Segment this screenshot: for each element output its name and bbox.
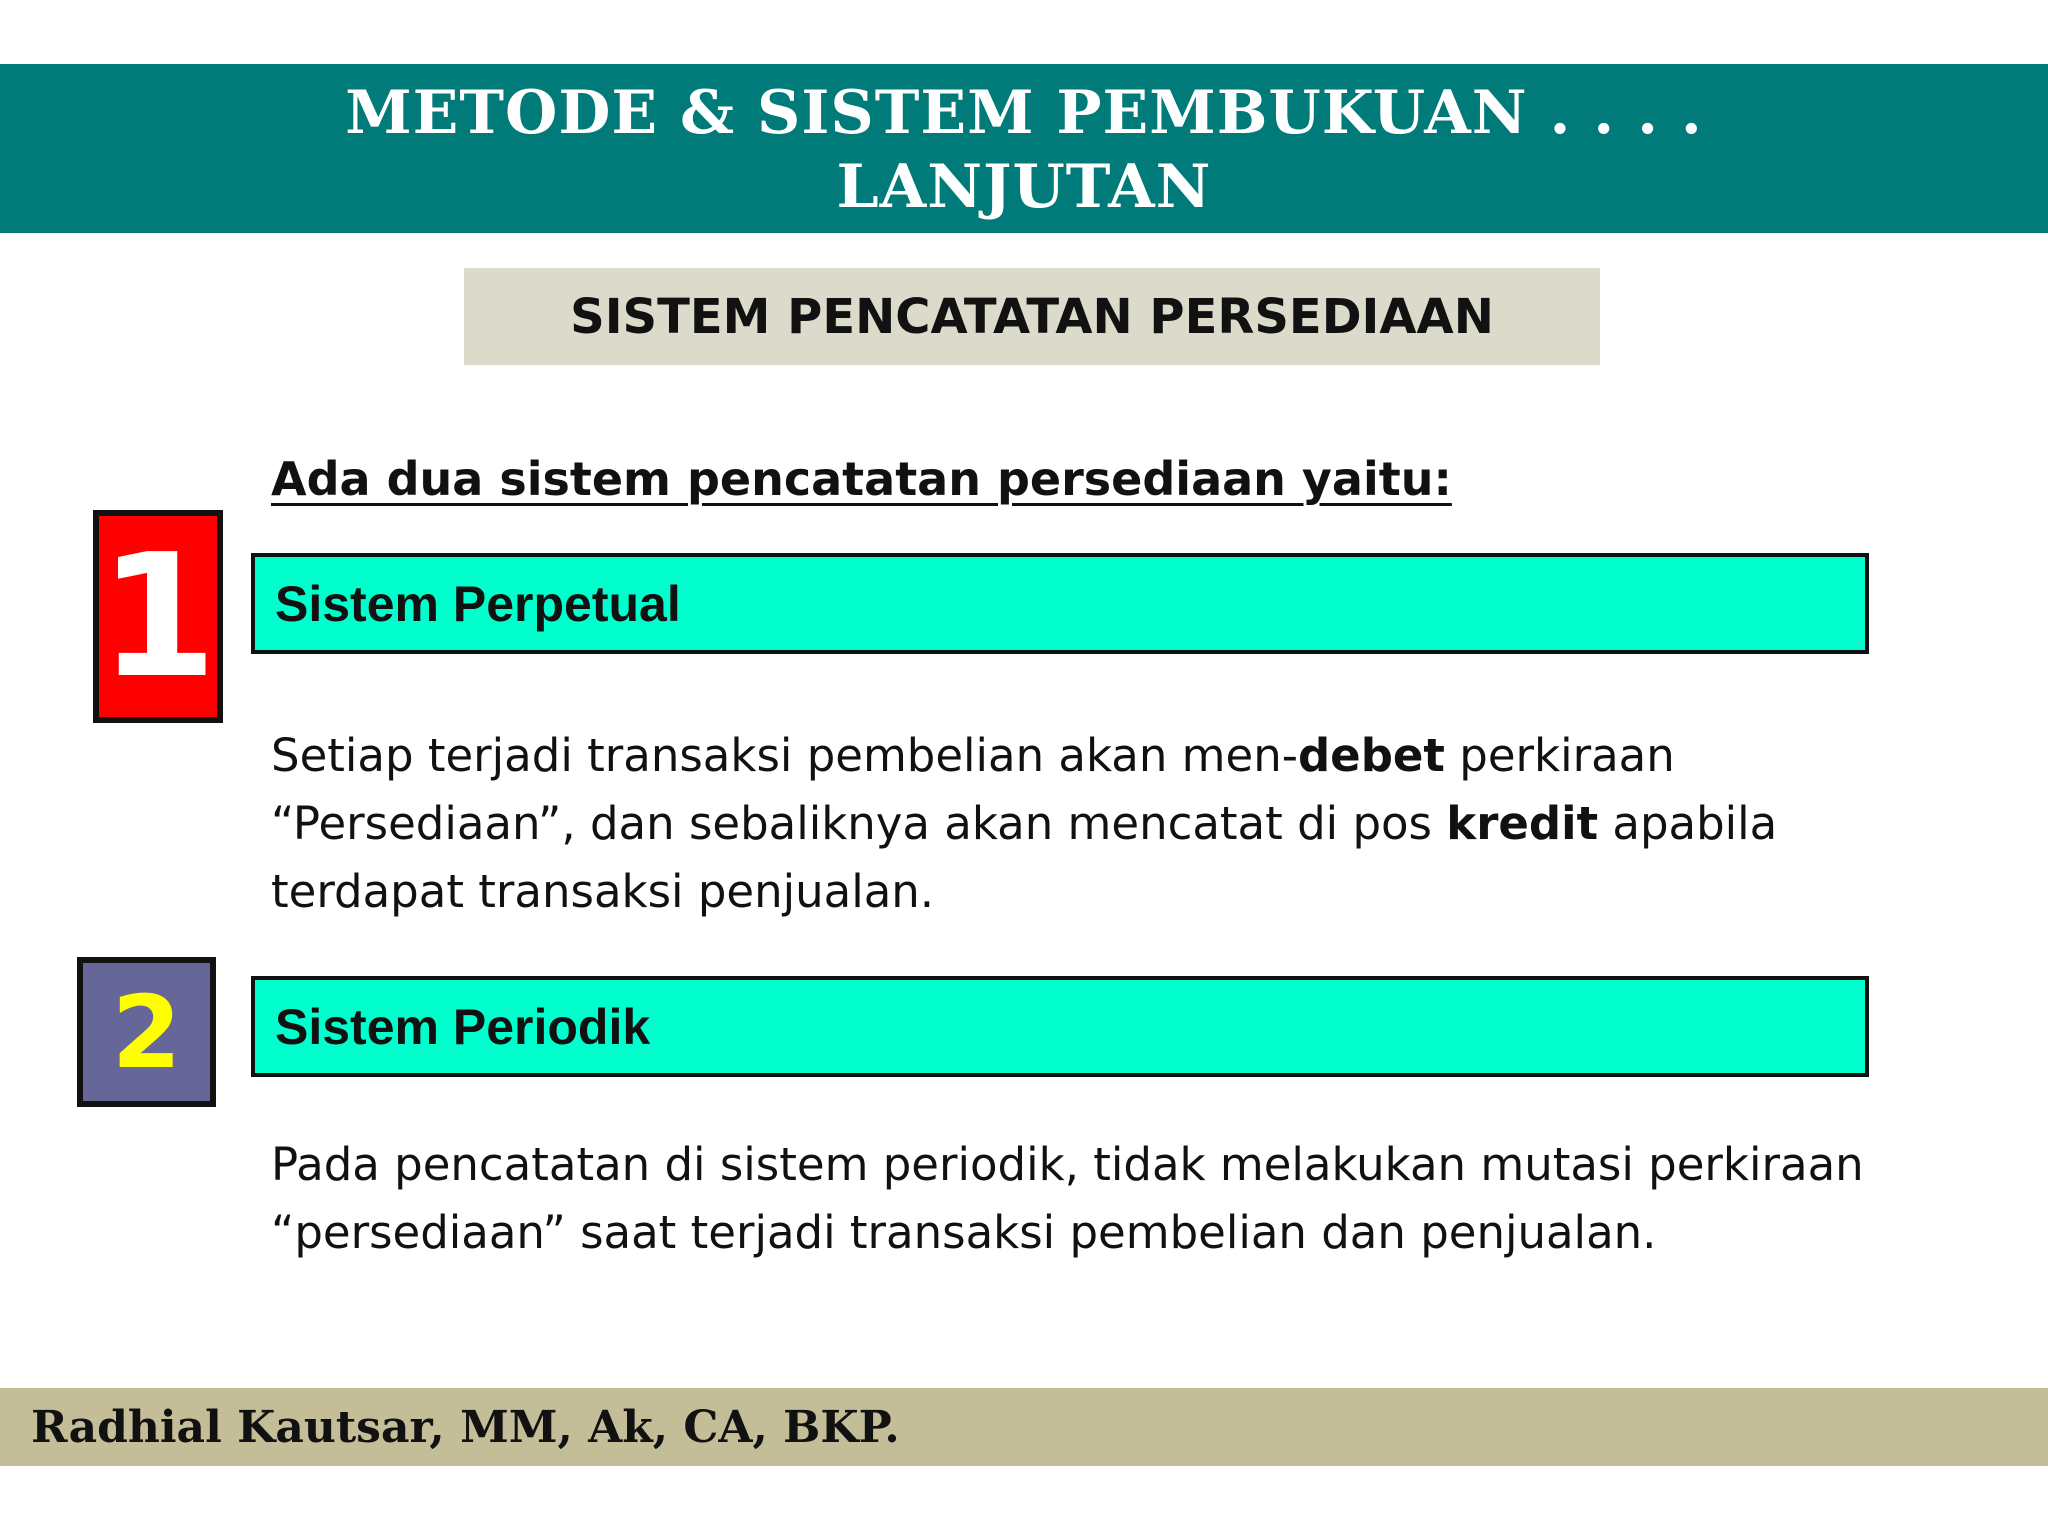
item-bar-perpetual bbox=[251, 553, 1869, 654]
number-badge-1: 1 bbox=[93, 510, 223, 723]
description-line: Setiap terjadi transaksi pembelian akan men-debet perkiraan bbox=[271, 729, 1675, 782]
number-badge-2: 2 bbox=[77, 957, 216, 1107]
header-bar bbox=[0, 64, 2048, 233]
description-line: Pada pencatatan di sistem periodik, tidak melakukan mutasi perkiraan bbox=[271, 1138, 1864, 1191]
subtitle-text: SISTEM PENCATATAN PERSEDIAAN bbox=[570, 288, 1494, 345]
description-line: terdapat transaksi penjualan. bbox=[271, 865, 935, 918]
item-description-perpetual bbox=[271, 722, 1777, 926]
item-title-perpetual: Sistem Perpetual bbox=[275, 575, 681, 632]
description-line: “Persediaan”, dan sebaliknya akan mencatat di pos kredit apabila bbox=[271, 797, 1778, 850]
title-line-2: LANJUTAN bbox=[836, 151, 1212, 222]
item-bar-periodik bbox=[251, 976, 1869, 1077]
subtitle-box bbox=[464, 268, 1600, 365]
item-title-periodik: Sistem Periodik bbox=[275, 998, 651, 1055]
description-line: “persediaan” saat terjadi transaksi pembelian dan penjualan. bbox=[271, 1206, 1657, 1259]
footer-author: Radhial Kautsar, MM, Ak, CA, BKP. bbox=[31, 1401, 900, 1453]
intro-heading: Ada dua sistem pencatatan persediaan yaitu: bbox=[271, 452, 1452, 506]
footer-bar bbox=[0, 1388, 2048, 1466]
item-description-periodik bbox=[271, 1131, 1864, 1267]
title-line-1: METODE & SISTEM PEMBUKUAN . . . . bbox=[345, 77, 1703, 148]
